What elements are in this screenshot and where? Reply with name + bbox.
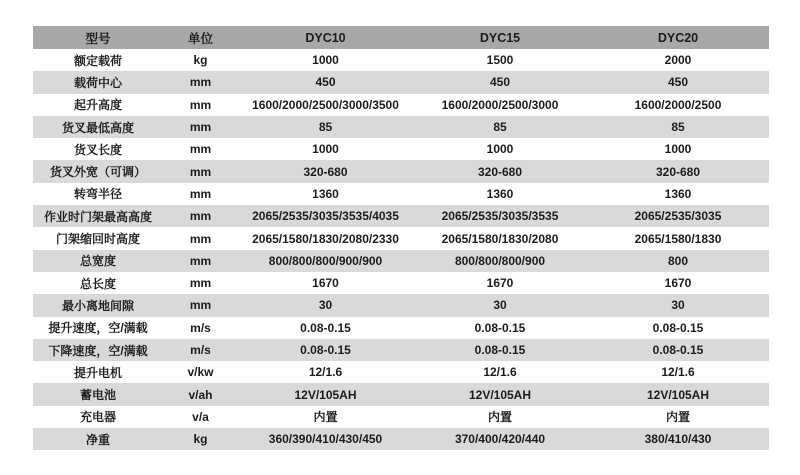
dyc10-value-cell: 85 bbox=[318, 120, 333, 135]
table-row bbox=[33, 94, 769, 116]
dyc20-value-cell: 1360 bbox=[664, 186, 692, 201]
dyc20-value-cell: 12V/105AH bbox=[646, 387, 710, 402]
spec-label-cell: 总宽度 bbox=[79, 254, 116, 269]
unit-cell: mm bbox=[189, 186, 212, 201]
table-row bbox=[33, 49, 769, 71]
column-header-dyc10: DYC10 bbox=[238, 26, 413, 49]
dyc10-value-cell: 0.08-0.15 bbox=[300, 343, 351, 357]
dyc10-value-cell: 1670 bbox=[312, 276, 339, 291]
dyc15-value-cell: 2065/2535/3035/3535 bbox=[441, 209, 559, 224]
spec-label-cell: 门架缩回时高度 bbox=[55, 232, 140, 247]
unit-cell: mm bbox=[189, 120, 212, 135]
unit-cell: mm bbox=[189, 75, 212, 90]
spec-label-cell: 最小离地间隙 bbox=[61, 298, 134, 313]
dyc10-value-cell: 1000 bbox=[312, 142, 339, 157]
spec-label-cell: 转弯半径 bbox=[73, 187, 122, 202]
unit-cell: mm bbox=[189, 298, 212, 313]
dyc10-value-cell: 0.08-0.15 bbox=[300, 320, 351, 335]
column-header-model: 型号 bbox=[33, 26, 163, 49]
dyc10-value-cell: 2065/2535/3035/3535/4035 bbox=[252, 209, 399, 224]
dyc15-value-cell: 2065/1580/1830/2080 bbox=[441, 231, 559, 246]
spec-label-cell: 作业时门架最高高度 bbox=[43, 209, 152, 224]
dyc20-value-cell: 0.08-0.15 bbox=[652, 343, 704, 357]
dyc15-value-cell: 800/800/800/900 bbox=[454, 253, 546, 268]
unit-cell: m/s bbox=[190, 343, 211, 357]
dyc20-value-cell: 320-680 bbox=[655, 164, 701, 179]
unit-cell: kg bbox=[193, 53, 208, 68]
unit-cell: v/a bbox=[192, 409, 209, 424]
dyc10-value-cell: 1600/2000/2500/3000/3500 bbox=[252, 97, 399, 112]
dyc20-value-cell: 2065/1580/1830 bbox=[634, 231, 722, 246]
spec-label-cell: 起升高度 bbox=[73, 98, 122, 113]
dyc10-value-cell: 12V/105AH bbox=[294, 387, 357, 402]
dyc15-value-cell: 0.08-0.15 bbox=[474, 320, 526, 335]
dyc20-value-cell: 0.08-0.15 bbox=[652, 320, 704, 335]
table-row bbox=[33, 272, 769, 294]
dyc20-value-cell: 85 bbox=[671, 120, 685, 135]
table-row bbox=[33, 317, 769, 339]
unit-cell: v/kw bbox=[187, 365, 214, 380]
table-row bbox=[33, 183, 769, 205]
dyc20-value-cell: 12/1.6 bbox=[661, 365, 695, 380]
dyc15-value-cell: 370/400/420/440 bbox=[454, 432, 546, 447]
table-row bbox=[33, 383, 769, 405]
dyc15-value-cell: 1360 bbox=[486, 186, 514, 201]
table-row bbox=[33, 361, 769, 383]
dyc20-value-cell: 450 bbox=[667, 75, 689, 90]
table-header-row bbox=[33, 26, 769, 49]
dyc15-value-cell: 内置 bbox=[487, 410, 512, 425]
table-row bbox=[33, 116, 769, 138]
table-body bbox=[33, 49, 769, 450]
table-row bbox=[33, 138, 769, 160]
unit-cell: mm bbox=[189, 97, 212, 112]
dyc10-value-cell: 2065/1580/1830/2080/2330 bbox=[252, 231, 399, 246]
dyc20-value-cell: 1600/2000/2500 bbox=[634, 97, 722, 112]
table-row bbox=[33, 339, 769, 361]
column-header-unit: 单位 bbox=[163, 26, 238, 49]
spec-label-cell: 货叉外宽（可调） bbox=[49, 165, 146, 180]
dyc20-value-cell: 2065/2535/3035 bbox=[634, 209, 722, 224]
spec-label-cell: 额定载荷 bbox=[73, 53, 122, 68]
table-row bbox=[33, 205, 769, 227]
table-row bbox=[33, 406, 769, 428]
unit-cell: mm bbox=[189, 209, 212, 224]
unit-cell: mm bbox=[189, 253, 212, 268]
dyc10-value-cell: 1000 bbox=[312, 53, 339, 68]
dyc20-value-cell: 30 bbox=[671, 298, 685, 313]
dyc20-value-cell: 2000 bbox=[664, 53, 692, 68]
dyc10-value-cell: 12/1.6 bbox=[308, 365, 343, 380]
dyc20-value-cell: 380/410/430 bbox=[644, 432, 712, 447]
dyc10-value-cell: 320-680 bbox=[303, 164, 348, 179]
table-row bbox=[33, 250, 769, 272]
dyc15-value-cell: 30 bbox=[493, 298, 507, 313]
spec-label-cell: 货叉最低高度 bbox=[61, 120, 134, 135]
table-row bbox=[33, 71, 769, 93]
dyc15-value-cell: 1500 bbox=[486, 53, 514, 68]
dyc15-value-cell: 1670 bbox=[486, 276, 514, 291]
table-row bbox=[33, 294, 769, 316]
dyc15-value-cell: 85 bbox=[493, 120, 507, 135]
column-header-dyc20: DYC20 bbox=[587, 26, 769, 49]
unit-cell: mm bbox=[189, 231, 212, 246]
dyc15-value-cell: 1000 bbox=[486, 142, 514, 157]
unit-cell: m/s bbox=[190, 320, 211, 335]
dyc20-value-cell: 1670 bbox=[664, 276, 692, 291]
spec-label-cell: 蓄电池 bbox=[79, 388, 116, 403]
dyc15-value-cell: 320-680 bbox=[477, 164, 523, 179]
spec-label-cell: 下降速度，空/满载 bbox=[48, 343, 148, 358]
spec-label-cell: 货叉长度 bbox=[73, 142, 122, 157]
column-header-dyc15: DYC15 bbox=[413, 26, 587, 49]
dyc20-value-cell: 1000 bbox=[664, 142, 692, 157]
unit-cell: v/ah bbox=[188, 387, 213, 402]
dyc10-value-cell: 360/390/410/430/450 bbox=[268, 432, 383, 447]
unit-cell: mm bbox=[189, 164, 212, 179]
dyc20-value-cell: 800 bbox=[667, 253, 689, 268]
dyc10-value-cell: 30 bbox=[318, 298, 333, 313]
spec-label-cell: 净重 bbox=[85, 432, 110, 447]
dyc10-value-cell: 1360 bbox=[312, 186, 339, 201]
spec-table bbox=[33, 26, 769, 450]
dyc15-value-cell: 12V/105AH bbox=[468, 387, 532, 402]
dyc10-value-cell: 450 bbox=[315, 75, 336, 90]
unit-cell: kg bbox=[193, 432, 208, 447]
spec-label-cell: 充电器 bbox=[79, 410, 116, 425]
spec-label-cell: 载荷中心 bbox=[73, 75, 122, 90]
dyc10-value-cell: 内置 bbox=[313, 410, 338, 425]
unit-cell: mm bbox=[189, 276, 212, 291]
dyc15-value-cell: 450 bbox=[489, 75, 511, 90]
spec-label-cell: 总长度 bbox=[79, 276, 116, 291]
dyc15-value-cell: 1600/2000/2500/3000 bbox=[441, 97, 559, 112]
dyc10-value-cell: 800/800/800/900/900 bbox=[268, 253, 383, 268]
dyc15-value-cell: 12/1.6 bbox=[483, 365, 517, 380]
table-row bbox=[33, 160, 769, 182]
table-row bbox=[33, 227, 769, 249]
unit-cell: mm bbox=[189, 142, 212, 157]
table-row bbox=[33, 428, 769, 450]
spec-label-cell: 提升电机 bbox=[73, 365, 122, 380]
dyc15-value-cell: 0.08-0.15 bbox=[474, 343, 526, 357]
spec-label-cell: 提升速度，空/满载 bbox=[48, 321, 148, 336]
dyc20-value-cell: 内置 bbox=[665, 410, 690, 425]
